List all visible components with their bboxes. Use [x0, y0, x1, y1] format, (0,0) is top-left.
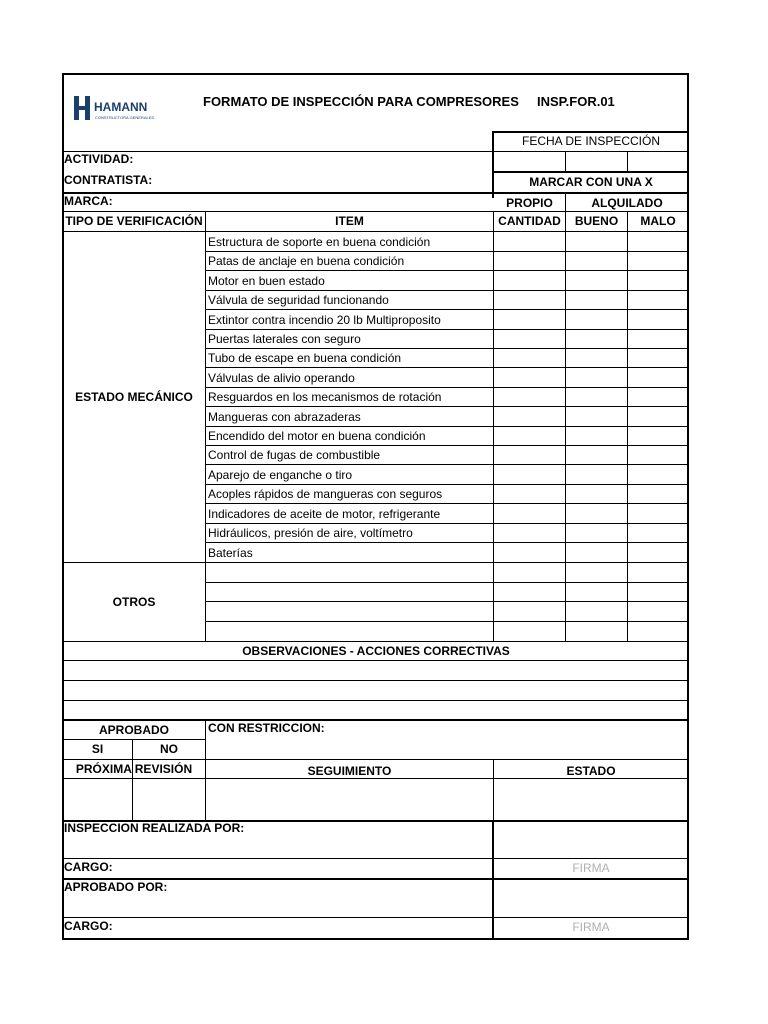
observaciones-line-2[interactable] [64, 681, 688, 700]
header-bueno: BUENO [574, 214, 619, 228]
form-title: FORMATO DE INSPECCIÓN PARA COMPRESORES [203, 94, 519, 109]
item-7: Válvulas de alivio operando [208, 371, 355, 385]
proxima-revision-label: PRÓXIMA REVISIÓN [75, 762, 193, 776]
header-malo: MALO [640, 214, 676, 228]
item-15: Hidráulicos, presión de aire, voltímetro [208, 526, 413, 540]
si-label[interactable]: SI [91, 742, 104, 756]
firma-1-box[interactable] [494, 822, 688, 858]
propio-label: PROPIO [506, 196, 553, 210]
hamann-logo [74, 94, 186, 122]
header-cantidad: CANTIDAD [498, 214, 561, 228]
marcar-label: MARCAR CON UNA X [529, 175, 653, 189]
proxima-revision-cell-2[interactable] [133, 779, 205, 820]
item-4: Extintor contra incendio 20 lb Multiproposito [208, 313, 441, 327]
contratista-label: CONTRATISTA: [64, 173, 153, 187]
item-8: Resguardos en los mecanismos de rotación [208, 390, 442, 404]
estado-cell[interactable] [494, 779, 688, 820]
proxima-revision-cell-1[interactable] [64, 779, 132, 820]
seguimiento-label: SEGUIMIENTO [307, 764, 392, 778]
marca-label: MARCA: [64, 194, 113, 208]
item-6: Tubo de escape en buena condición [208, 351, 402, 365]
fecha-label: FECHA DE INSPECCIÓN [521, 134, 661, 148]
section-otros: OTROS [112, 595, 156, 609]
seguimiento-cell[interactable] [206, 779, 493, 820]
aprobado-label: APROBADO [98, 723, 169, 737]
section-estado-mecanico: ESTADO MECÁNICO [75, 390, 193, 404]
header-tipo: TIPO DE VERIFICACIÓN [65, 214, 203, 228]
item-2: Motor en buen estado [208, 274, 325, 288]
item-11: Control de fugas de combustible [208, 448, 381, 462]
fecha-dia-cell[interactable] [494, 152, 565, 171]
fecha-anio-cell[interactable] [628, 152, 688, 171]
fecha-mes-cell[interactable] [566, 152, 627, 171]
item-9: Mangueras con abrazaderas [208, 410, 361, 424]
inspeccion-realizada-label: INSPECCION REALIZADA POR: [64, 821, 245, 835]
item-5: Puertas laterales con seguro [208, 332, 361, 346]
observaciones-line-3[interactable] [64, 701, 688, 719]
item-16: Baterías [208, 546, 253, 560]
cargo-2-label: CARGO: [64, 919, 113, 933]
item-14: Indicadores de aceite de motor, refrigerante [208, 507, 441, 521]
con-restriccion-label: CON RESTRICCION: [208, 721, 325, 735]
item-13: Acoples rápidos de mangueras con seguros [208, 487, 443, 501]
aprobado-por-label: APROBADO POR: [64, 880, 168, 894]
item-10: Encendido del motor en buena condición [208, 429, 426, 443]
estado-label: ESTADO [566, 764, 616, 778]
item-12: Aparejo de enganche o tiro [208, 468, 353, 482]
alquilado-label: ALQUILADO [591, 196, 663, 210]
actividad-label: ACTIVIDAD: [64, 152, 134, 166]
brand-name: HAMANN [94, 100, 148, 114]
no-label[interactable]: NO [160, 742, 178, 756]
brand-tagline: CONSTRUCTORA GENERALES [95, 115, 155, 120]
firma-2-label: FIRMA [572, 920, 610, 934]
observaciones-line-1[interactable] [64, 661, 688, 680]
firma-2-box[interactable] [494, 880, 688, 917]
item-3: Válvula de seguridad funcionando [208, 293, 389, 307]
item-1: Patas de anclaje en buena condición [208, 254, 405, 268]
item-0: Estructura de soporte en buena condición [208, 235, 431, 249]
observaciones-title: OBSERVACIONES - ACCIONES CORRECTIVAS [242, 644, 510, 658]
firma-1-label: FIRMA [572, 861, 610, 875]
form-code: INSP.FOR.01 [537, 94, 615, 109]
header-item: ITEM [335, 214, 364, 228]
cargo-1-label: CARGO: [64, 860, 113, 874]
